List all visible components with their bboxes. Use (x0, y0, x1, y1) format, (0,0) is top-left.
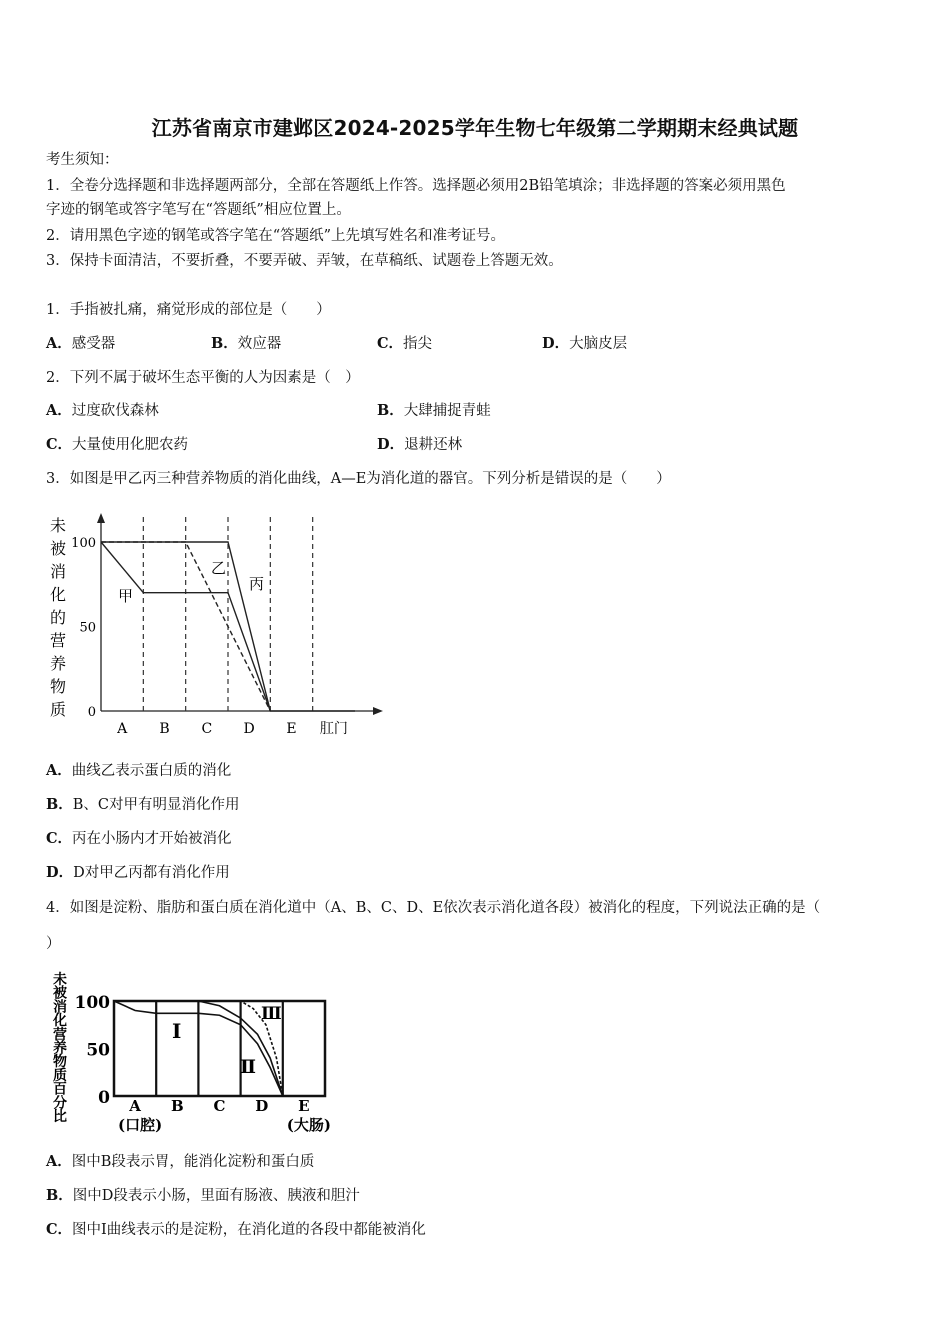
q1-option-b[interactable] (211, 334, 281, 354)
chart2-y-label-char: 养 (53, 1040, 67, 1057)
chart2-x-notes (118, 1116, 331, 1134)
chart2-y-label-char: 质 (53, 1067, 67, 1084)
q1-option-c-key: C． (377, 335, 404, 352)
q3-option-d-text: D对甲乙丙都有消化作用 (73, 865, 230, 881)
notice-heading: 考生须知： (46, 152, 119, 168)
chart2-x-tick: D (255, 1097, 269, 1115)
q4-option-b-text: 图中D段表示小肠，里面有肠液、胰液和胆汁 (72, 1188, 360, 1204)
chart2-y-label-char: 化 (53, 1013, 67, 1030)
q1-option-d-key: D． (542, 335, 570, 352)
chart1-y-label-char: 养 (49, 654, 67, 673)
page-title: 江苏省南京市建邺区2024-2025学年生物七年级第二学期期末经典试题 (151, 116, 799, 140)
digestion-chart-1 (40, 505, 400, 745)
chart2-x-note: (大肠) (286, 1116, 332, 1134)
chart2-y-label-char: 百 (53, 1081, 67, 1098)
q2-option-d[interactable] (377, 435, 462, 455)
chart2-y-label-char: 未 (53, 972, 67, 988)
q2-option-d-text: 退耕还林 (404, 437, 463, 453)
chart1-y-label-char: 物 (49, 677, 67, 696)
q2-option-c-key: C． (46, 436, 73, 453)
chart1-label-yi: 乙 (211, 559, 227, 577)
chart2-y-label-char: 物 (53, 1054, 67, 1071)
q2-stem: 2．下列不属于破坏生态平衡的人为因素是（ ） (46, 370, 360, 386)
q1-option-a-text: 感受器 (71, 336, 116, 352)
q2-option-b[interactable] (377, 401, 491, 421)
q1-option-c[interactable] (377, 334, 432, 354)
q3-option-c-key: C． (46, 830, 73, 847)
q4-option-c[interactable] (46, 1220, 426, 1240)
chart2-x-tick: B (170, 1097, 184, 1115)
notice-line-1a: 1．全卷分选择题和非选择题两部分，全部在答题纸上作答。选择题必须用2B铅笔填涂；非选择题的答案必须用黑色 (46, 178, 786, 194)
chart1-y-label-char: 的 (49, 608, 67, 627)
chart1-label-bing: 丙 (249, 575, 265, 593)
chart1-x-tick: 肛门 (319, 721, 348, 737)
chart1-label-jia: 甲 (118, 587, 134, 605)
notice-line-1b: 字迹的钢笔或答字笔写在“答题纸”相应位置上。 (46, 202, 351, 218)
chart2-label-i: Ⅰ (172, 1019, 182, 1043)
q2-option-c-text: 大量使用化肥农药 (72, 437, 189, 453)
chart2-y-label-char: 消 (53, 999, 67, 1016)
q3-stem: 3．如图是甲乙丙三种营养物质的消化曲线，A—E为消化道的器官。下列分析是错误的是（ ） (46, 471, 671, 487)
q4-option-c-key: C． (46, 1221, 73, 1238)
q1-option-d-text: 大脑皮层 (569, 336, 628, 352)
q1-option-b-text: 效应器 (237, 336, 282, 352)
q4-option-b-key: B． (46, 1187, 73, 1204)
chart1-y-label-char: 营 (49, 631, 67, 650)
q1-option-b-key: B． (211, 335, 238, 352)
chart1-x-tick: C (201, 721, 213, 737)
chart2-label-iii: Ⅲ (261, 1004, 282, 1024)
q3-option-a[interactable] (46, 761, 231, 781)
q4-option-a[interactable] (46, 1152, 314, 1172)
chart2-y-label-char: 比 (53, 1109, 67, 1125)
chart1-y-label-char: 消 (49, 562, 67, 581)
q2-option-b-key: B． (377, 402, 404, 419)
q3-option-b-text: B、C对甲有明显消化作用 (72, 797, 240, 813)
q1-option-a[interactable] (46, 334, 115, 354)
chart1-segment-dividers (143, 517, 312, 711)
chart2-y-axis-label (52, 971, 68, 1125)
notice-line-3: 3．保持卡面清洁，不要折叠，不要弄破、弄皱，在草稿纸、试题卷上答题无效。 (46, 253, 563, 269)
q2-option-a-text: 过度砍伐森林 (71, 403, 159, 419)
q1-option-a-key: A． (46, 335, 72, 352)
chart1-y-label-char: 被 (49, 539, 67, 558)
chart2-y-tick: 0 (98, 1088, 110, 1108)
chart2-y-label-char: 营 (53, 1026, 67, 1043)
chart1-x-tick: E (286, 721, 297, 737)
q2-option-b-text: 大肆捕捉青蛙 (403, 403, 491, 419)
q1-option-c-text: 指尖 (403, 336, 433, 352)
chart1-y-ticks (71, 536, 96, 720)
chart1-y-label-char: 质 (49, 700, 67, 719)
q2-option-a[interactable] (46, 401, 159, 421)
q3-option-a-text: 曲线乙表示蛋白质的消化 (71, 763, 232, 779)
chart1-y-label-char: 化 (49, 585, 67, 604)
q2-option-d-key: D． (377, 436, 405, 453)
chart2-y-ticks (75, 993, 111, 1108)
q3-option-b[interactable] (46, 795, 240, 815)
q1-stem: 1．手指被扎痛，痛觉形成的部位是（ ） (46, 302, 331, 318)
q4-option-c-text: 图中Ⅰ曲线表示的是淀粉，在消化道的各段中都能被消化 (72, 1222, 426, 1238)
q1-option-d[interactable] (542, 334, 627, 354)
chart1-y-axis-label (50, 516, 66, 719)
q3-option-d[interactable] (46, 863, 230, 883)
q4-option-a-key: A． (46, 1153, 72, 1170)
q4-stem-line-2: ） (46, 936, 61, 952)
q3-option-a-key: A． (46, 762, 72, 779)
q3-option-c-text: 丙在小肠内才开始被消化 (72, 831, 232, 847)
q3-option-b-key: B． (46, 796, 73, 813)
chart2-y-tick: 50 (86, 1040, 110, 1061)
q3-option-d-key: D． (46, 864, 74, 881)
chart1-x-tick: D (243, 721, 255, 737)
q4-stem-line-1: 4．如图是淀粉、脂肪和蛋白质在消化道中（A、B、C、D、E依次表示消化道各段）被消化的程度，下列说法正确的是（ (46, 900, 821, 916)
chart1-x-tick: A (117, 721, 128, 737)
chart2-x-tick: C (213, 1097, 226, 1115)
chart2-x-ticks (128, 1097, 309, 1115)
q4-option-b[interactable] (46, 1186, 360, 1206)
chart1-y-tick: 50 (79, 620, 96, 636)
q3-option-c[interactable] (46, 829, 232, 849)
chart1-x-tick: B (159, 721, 170, 737)
chart2-x-tick: E (298, 1097, 310, 1115)
chart2-x-note: (口腔) (117, 1116, 163, 1134)
q2-option-a-key: A． (46, 402, 72, 419)
chart1-x-arrow (373, 707, 383, 715)
chart1-y-tick: 0 (87, 705, 96, 720)
chart2-y-label-char: 分 (53, 1095, 67, 1112)
notice-line-2: 2．请用黑色字迹的钢笔或答字笔在“答题纸”上先填写姓名和准考证号。 (46, 228, 506, 244)
chart2-x-tick: A (129, 1097, 141, 1115)
chart1-y-label-char: 未 (49, 516, 67, 535)
q4-option-a-text: 图中B段表示胃，能消化淀粉和蛋白质 (71, 1154, 315, 1170)
chart1-y-tick: 100 (71, 536, 96, 551)
digestion-chart-2 (40, 968, 360, 1140)
chart1-series (101, 542, 355, 711)
chart1-x-ticks (116, 721, 348, 737)
chart2-label-ii: Ⅱ (240, 1056, 257, 1078)
q2-option-c[interactable] (46, 435, 188, 455)
chart2-y-label-char: 被 (53, 985, 67, 1002)
chart1-y-arrow (97, 513, 105, 523)
chart2-y-tick: 100 (74, 993, 110, 1013)
